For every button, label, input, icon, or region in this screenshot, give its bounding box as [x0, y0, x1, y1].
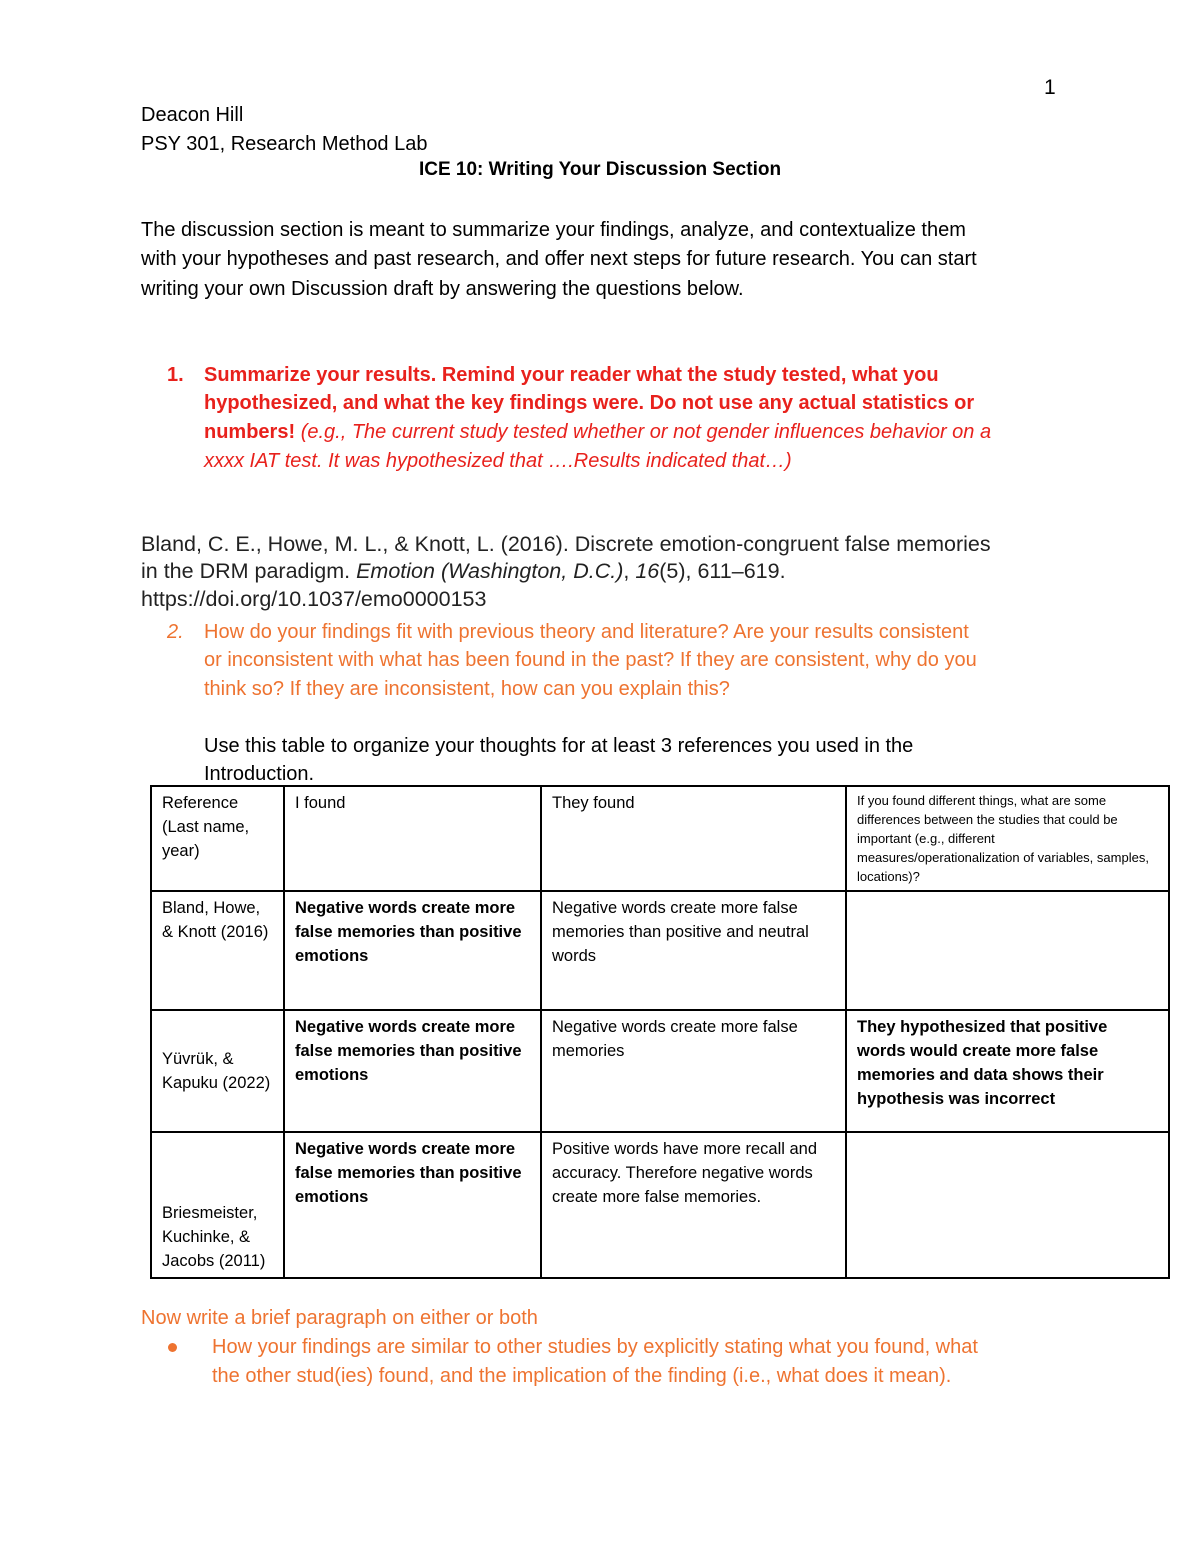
references-table — [150, 785, 1170, 1279]
question-2-line: think so? If they are inconsistent, how can you explain this? — [204, 678, 730, 700]
citation-text: (5), 611–619. — [659, 559, 786, 583]
cell-i-found: Negative words create more false memories than positive emotions — [284, 1010, 541, 1132]
question-1-line: Summarize your results. Remind your reader what the study tested, what you — [204, 364, 939, 386]
intro-line: The discussion section is meant to summarize your findings, analyze, and contextualize them — [141, 219, 966, 241]
question-2-number: 2. — [167, 621, 184, 643]
question-1-number: 1. — [167, 364, 184, 386]
author-name: Deacon Hill — [141, 104, 244, 126]
doi-link[interactable]: https://doi.org/10.1037/emo0000153 — [141, 587, 487, 611]
header-reference: Reference (Last name, year) — [151, 786, 284, 891]
table-intro-line: Use this table to organize your thoughts for at least 3 references you used in the — [204, 735, 914, 757]
citation-text: in the DRM paradigm. — [141, 559, 357, 583]
intro-line: writing your own Discussion draft by answering the questions below. — [141, 278, 744, 300]
closing-bullet-line: the other stud(ies) found, and the implication of the finding (i.e., what does it mean). — [212, 1365, 952, 1387]
document-title: ICE 10: Writing Your Discussion Section — [418, 159, 782, 180]
example-text: (e.g., The current study tested whether or not gender influences behavior on a — [300, 421, 992, 443]
cell-differences: They hypothesized that positive words would create more false memories and data shows their hypothesis was incorrect — [846, 1010, 1169, 1132]
question-2-line: How do your findings fit with previous theory and literature? Are your results consistent — [204, 621, 969, 643]
cell-they-found: Negative words create more false memories — [541, 1010, 846, 1132]
citation-line — [141, 558, 786, 585]
volume-number: 16 — [635, 559, 660, 583]
question-1-line-3 — [204, 418, 991, 447]
cell-reference: Briesmeister, Kuchinke, & Jacobs (2011) — [151, 1132, 284, 1278]
cell-they-found: Negative words create more false memories than positive and neutral words — [541, 891, 846, 1010]
cell-i-found: Negative words create more false memories than positive emotions — [284, 1132, 541, 1278]
header-they-found: They found — [541, 786, 846, 891]
table-row — [151, 891, 1169, 1010]
closing-bullet-line: How your findings are similar to other studies by explicitly stating what you found, what — [212, 1336, 978, 1358]
cell-differences — [846, 1132, 1169, 1278]
question-1-line: hypothesized, and what the key findings were. Do not use any actual statistics or — [204, 392, 975, 414]
cell-they-found: Positive words have more recall and accuracy. Therefore negative words create more false memories. — [541, 1132, 846, 1278]
numbers-emphasis: numbers! — [204, 421, 296, 443]
table-header-row — [151, 786, 1169, 891]
closing-prompt: Now write a brief paragraph on either or both — [141, 1307, 538, 1329]
intro-line: with your hypotheses and past research, and offer next steps for future research. You can start — [141, 248, 977, 270]
citation-line: Bland, C. E., Howe, M. L., & Knott, L. (2016). Discrete emotion-congruent false memories — [141, 532, 991, 556]
cell-differences — [846, 891, 1169, 1010]
header-i-found: I found — [284, 786, 541, 891]
cell-i-found: Negative words create more false memories than positive emotions — [284, 891, 541, 1010]
citation-text: , — [623, 559, 636, 583]
cell-reference: Bland, Howe, & Knott (2016) — [151, 891, 284, 1010]
course-name: PSY 301, Research Method Lab — [141, 133, 428, 155]
cell-reference: Yüvrük, & Kapuku (2022) — [151, 1010, 284, 1132]
table-intro-line: Introduction. — [204, 763, 315, 785]
journal-name: Emotion (Washington, D.C.) — [356, 559, 624, 583]
page-number: 1 — [1044, 76, 1056, 99]
header-differences: If you found different things, what are some differences between the studies that could be important (e.g., different measures/operationalization of variables, samples, locations)? — [846, 786, 1169, 891]
example-text: xxxx IAT test. It was hypothesized that ….Results indicated that…) — [204, 450, 792, 472]
question-2-line: or inconsistent with what has been found in the past? If they are consistent, why do you — [204, 649, 977, 671]
table-row — [151, 1010, 1169, 1132]
bullet-icon — [168, 1343, 177, 1352]
table-row — [151, 1132, 1169, 1278]
